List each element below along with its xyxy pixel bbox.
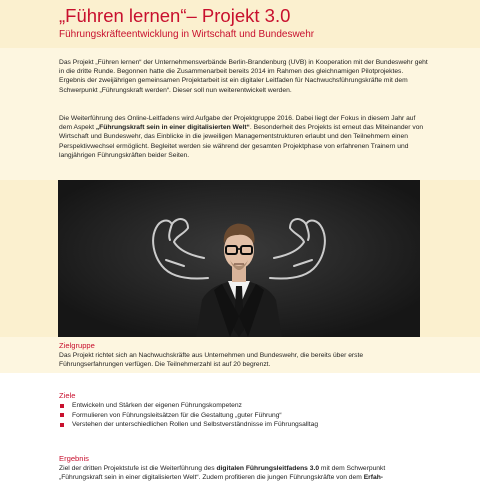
bullet-square-icon — [60, 423, 64, 427]
list-item-text: Entwickeln und Stärken der eigenen Führungskompetenz — [72, 402, 242, 409]
bullet-square-icon — [60, 413, 64, 417]
ergebnis-emphasis-2: Erfah- — [363, 474, 384, 482]
page-subtitle: Führungskräfteentwicklung in Wirtschaft und Bundeswehr — [59, 29, 315, 40]
intro-section — [0, 48, 480, 180]
ziele-heading: Ziele — [59, 391, 76, 400]
intro-paragraph-2-text-a: Die Weiterführung des Online-Leitfadens wird Aufgabe der Projektgruppe 2016. Dabei liegt der Fokus in diesem Jahr auf dem Aspekt — [59, 115, 416, 132]
bullet-square-icon — [60, 404, 64, 408]
header-band — [0, 0, 480, 48]
intro-paragraph-2-text-b: . Besonderheit des Projekts ist erneut das Miteinander von Wirtschaft und Bundeswehr, das Einblicke in die jeweiligen Managementstrukturen erlaubt und den Teilnehmern einen Perspektivwechsel ermöglicht. Begleitet werden sie während der gesamten Projektphase von erfahrenen Trainern und langjährigen Führungskräften beider Seiten. — [59, 124, 424, 159]
list-item — [59, 401, 318, 411]
list-item-text: Formulieren von Führungsleitsätzen für die Gestaltung „guter Führung“ — [72, 411, 282, 419]
page-title: „Führen lernen“– Projekt 3.0 — [59, 5, 291, 26]
list-item — [59, 420, 318, 430]
ziele-list — [59, 401, 318, 430]
list-item — [59, 411, 318, 421]
intro-paragraph-1: Das Projekt „Führen lernen“ der Unternehmensverbände Berlin-Brandenburg (UVB) in Kooperation mit der Bundeswehr geht in die dritte Runde. Begonnen hatte die Zusammenarbeit bereits 2014 im Rahmen des gleichnamigen Pilotprojektes. Ergebnis der zweijährigen gemeinsamen Projektarbeit ist ein digitaler Leitfaden für Nachwuchsführungskräfte mit dem Schwerpunkt „Führungskraft werden“. Dieser soll nun weiterentwickelt werden. — [59, 59, 428, 94]
list-item-text: Verstehen der unterschiedlichen Rollen und Selbstverständnisse im Führungsalltag — [72, 421, 319, 429]
ergebnis-text — [59, 464, 429, 482]
ergebnis-text-b: mit dem Schwerpunkt „Führungskraft sein in einer digitalisierten Welt“. Zudem profitieren die jungen Führungskräfte von dem — [59, 465, 386, 482]
intro-paragraph-2-emphasis: „Führungskraft sein in einer digitalisierten Welt“ — [95, 124, 250, 132]
ergebnis-heading: Ergebnis — [59, 454, 89, 463]
businessman-chalk-muscles-illustration — [58, 180, 420, 337]
zielgruppe-text: Das Projekt richtet sich an Nachwuchskräfte aus Unternehmen und Bundeswehr, die bereits über erste Führungserfahrungen verfügen. Die Teilnehmerzahl ist auf 20 begrenzt. — [59, 352, 364, 369]
intro-paragraph-2 — [59, 114, 429, 160]
ergebnis-emphasis: digitalen Führungsleitfadens 3.0 — [216, 465, 320, 472]
zielgruppe-heading: Zielgruppe — [59, 341, 95, 350]
hero-photo — [58, 180, 420, 337]
ergebnis-text-a: Ziel der dritten Projektstufe ist die Weiterführung des — [59, 465, 217, 472]
content-section — [0, 341, 480, 482]
